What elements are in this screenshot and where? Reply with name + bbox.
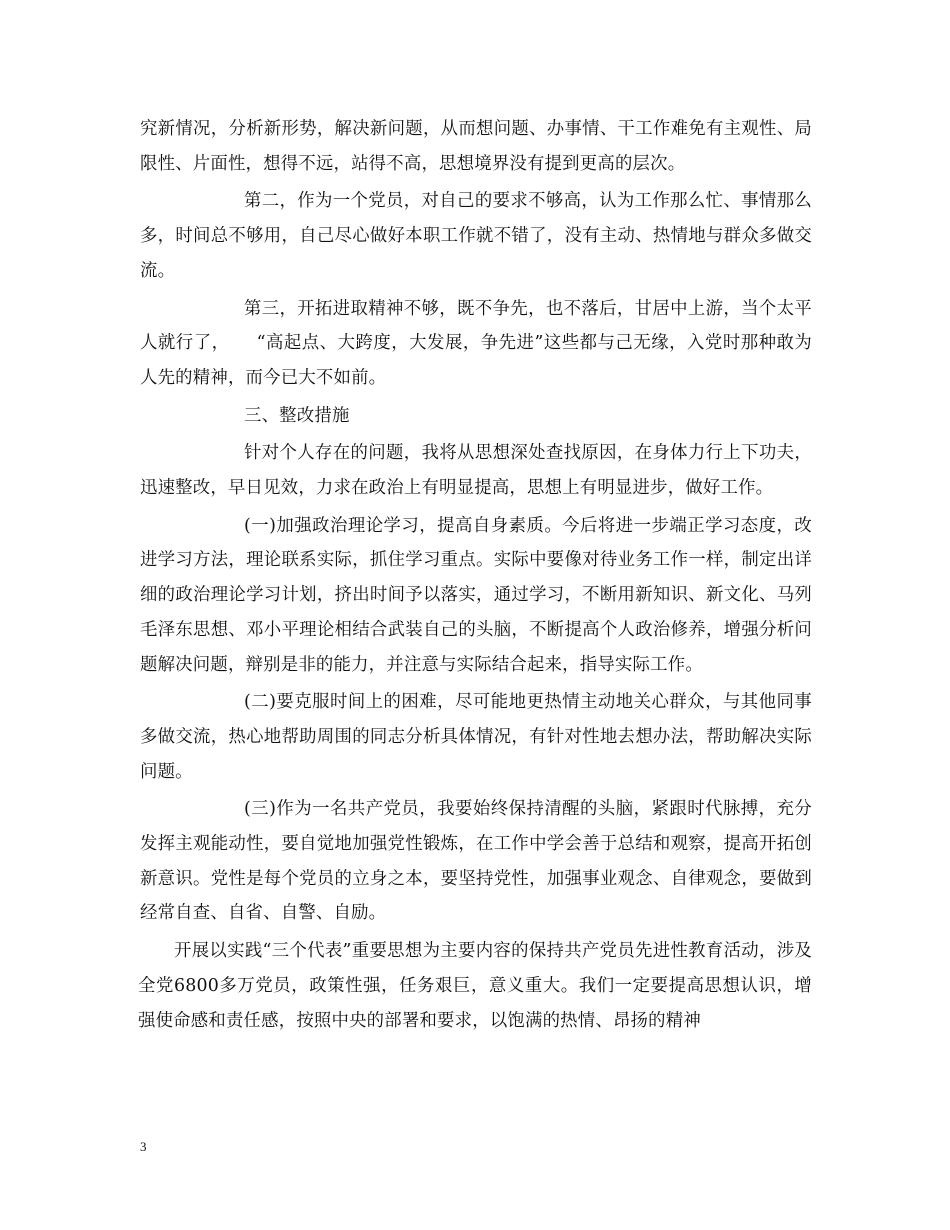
page-number: 3 (140, 1139, 147, 1154)
paragraph-measure-1: (一)加强政治理论学习，提高自身素质。今后将进一步端正学习态度，改进学习方法，理论联系实际，抓住学习重点。实际中要像对待业务工作一样，制定出详细的政治理论学习计划，挤出时间予以落实，通过学习，不断用新知识、新文化、马列毛泽东思想、邓小平理论相结合武装自己的头脑，不断提高个人政治修养，增强分析问题解决问题，辩别是非的能力，并注意与实际结合起来，指导实际工作。 (140, 515, 812, 675)
paragraph-second-point: 第二，作为一个党员，对自己的要求不够高，认为工作那么忙、事情那么多，时间总不够用，自己尽心做好本职工作就不错了，没有主动、热情地与群众多做交流。 (140, 191, 812, 281)
paragraph-rectification-intro: 针对个人存在的问题，我将从思想深处查找原因，在身体力行上下功夫，迅速整改，早日见效，力求在政治上有明显提高，思想上有明显进步，做好工作。 (140, 443, 812, 499)
paragraph-measure-3: (三)作为一名共产党员，我要始终保持清醒的头脑，紧跟时代脉搏，充分发挥主观能动性，要自觉地加强党性锻炼，在工作中学会善于总结和观察，提高开拓创新意识。党性是每个党员的立身之本，要坚持党性，加强事业观念、自律观念，要做到经常自查、自省、自警、自励。 (140, 799, 812, 924)
paragraph-continuation: 究新情况，分析新形势，解决新问题，从而想问题、办事情、干工作难免有主观性、局限性、片面性，想得不远，站得不高，思想境界没有提到更高的层次。 (140, 119, 812, 174)
paragraph-measure-2: (二)要克服时间上的困难，尽可能地更热情主动地关心群众，与其他同事多做交流，热心地帮助周围的同志分析具体情况，有针对性地去想办法，帮助解决实际问题。 (140, 692, 812, 782)
document-body (140, 112, 812, 1041)
paragraph-conclusion: 开展以实践“三个代表”重要思想为主要内容的保持共产党员先进性教育活动，涉及全党6800多万党员，政策性强，任务艰巨，意义重大。我们一定要提高思想认识，增强使命感和责任感，按照中央的部署和要求，以饱满的热情、昂扬的精神 (138, 941, 812, 1031)
section-heading-rectification: 三、整改措施 (244, 405, 350, 426)
paragraph-third-point: 第三，开拓进取精神不够，既不争先，也不落后，甘居中上游，当个太平人就行了， “高起点、大跨度，大发展，争先进”这些都与己无缘，入党时那种敢为人先的精神，而今已大不如前。 (140, 298, 812, 388)
